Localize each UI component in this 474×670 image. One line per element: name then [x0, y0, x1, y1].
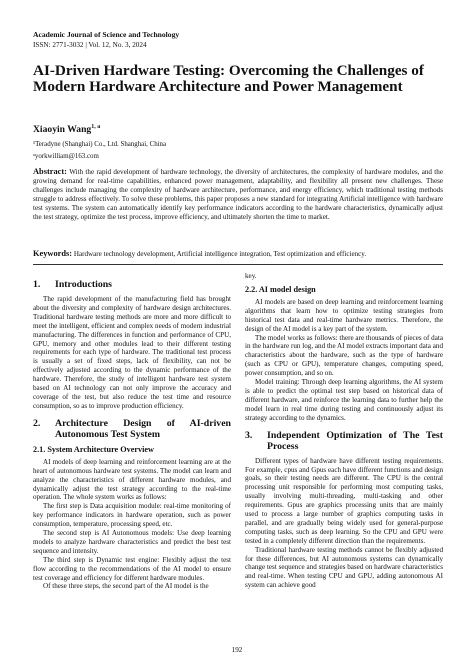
paragraph: Of these three steps, the second part of the AI model is the [43, 582, 209, 591]
abstract [33, 167, 443, 222]
subsection-heading-2-2: 2.2. AI model design [245, 284, 316, 294]
keywords-text: Hardware technology development, Artificial intelligence integration, Test optimization and efficiency. [73, 250, 367, 258]
section-heading-2 [33, 418, 231, 440]
paragraph: The rapid development of the manufacturing field has brought about the diversity and complexity of hardware design architectures. Traditional hardware testing methods are more and more difficult to meet the intelligent, efficient and complex needs of modern industrial manufacturing. The differences in function and performance of CPU, GPU, memory and other modules lead to their different testing requirements for each type of hardware. The traditional test process is usually a set of fixed steps, lack of flexibility, can not be effectively adjusted according to the dynamic performance of the hardware. Therefore, the study of intelligent hardware test system based on AI technology can not only improve the accuracy and coverage of the test, but also reduce the test time and resource consumption, so as to improve production efficiency. [33, 295, 231, 410]
paragraph: The first step is Data acquisition module: real-time monitoring of key performance indicators in hardware operation, such as power consumption, temperature, processing speed, etc. [33, 502, 231, 529]
affiliation: ¹Teradyne (Shanghai) Co., Ltd. Shanghai, China [33, 141, 167, 148]
keywords-label: Keywords: [33, 249, 73, 258]
section-divider [33, 264, 443, 265]
paragraph: The third step is Dynamic test engine: Flexibly adjust the test flow according to the recommendations of the AI model to ensure test coverage and efficiency for different hardware modules. [33, 555, 231, 582]
right-column [245, 272, 443, 590]
section-heading-1 [33, 279, 231, 290]
section-number: 2. [33, 417, 41, 429]
section-title: Introductions [55, 279, 112, 290]
author-name: Xiaoyin Wang [33, 124, 92, 136]
paper-title: AI-Driven Hardware Testing: Overcoming the Challenges of Modern Hardware Architecture and Power Management [33, 62, 424, 95]
section-number: 1. [33, 279, 41, 290]
section-heading-3 [245, 430, 443, 452]
author-line [33, 124, 100, 135]
section-number: 3. [245, 429, 253, 441]
section-title: Independent Optimization of The Test Process [267, 429, 443, 452]
paragraph: Different types of hardware have different testing requirements. For example, cpus and Gpus each have different functions and design goals, so their testing needs are different. The CPU is the central processing unit responsible for performing most computing tasks, usually involving multi-threading, multi-tasking and other requirements. Gpus are graphics processing units that are mainly used to process a large number of graphics computing tasks in parallel, and are gradually being widely used for general-purpose computing tasks, such as deep learning. So the CPU and GPU were tested in a completely different direction than the requirements. [245, 456, 443, 545]
left-column [33, 272, 231, 591]
paragraph: Model training: Through deep learning algorithms, the AI system is able to predict the optimal test step based on historical data of different hardware, and reinforce the learning data to further help the model learn in real time during testing and continuously adjust its strategy according to the dynamics. [245, 378, 443, 422]
abstract-text: With the rapid development of hardware technology, the diversity of architectures, the complexity of hardware modules, and the growing demand for real-time capabilities, enhanced power management, adaptability, and flexibility all present new challenges. These challenges include managing the complexity of hardware architecture, performance, and energy efficiency, which traditional testing methods struggle to address effectively. To solve these problems, this paper proposes a new standard for integrating Artificial intelligence with hardware test systems. The system can automatically identify key performance indicators according to the hardware characteristics, dynamically adjust the test strategy, optimize the test process, improve efficiency, and ultimately shorten the time to market. [33, 168, 443, 221]
paragraph: Traditional hardware testing methods cannot be flexibly adjusted for these differences, but AI autonomous systems can dynamically change test sequence and strategies based on hardware characteristics and real-time. When testing CPU and GPU, adding autonomous AI system can achieve good [245, 545, 443, 590]
keywords [33, 249, 443, 259]
subsection-heading-2-1: 2.1. System Architecture Overview [33, 444, 154, 454]
journal-name: Academic Journal of Science and Technology [33, 30, 180, 39]
paragraph: AI models are based on deep learning and reinforcement learning algorithms that learn how to optimize testing strategies from historical test data and real-time hardware metrics. Therefore, the design of the AI model is a key part of the system. [245, 297, 443, 333]
paragraph: The second step is AI Autonomous models: Use deep learning models to analyze hardware characteristics and predict the best test sequence and intensity. [33, 529, 231, 555]
paragraph: AI models of deep learning and reinforcement learning are at the heart of autonomous hardware test systems. The model can learn and analyze the characteristics of different hardware modules, and dynamically adjust the test strategy according to the real-time operation. The whole system works as follows: [33, 457, 231, 502]
journal-issn: ISSN: 2771-3032 | Vol. 12, No. 3, 2024 [33, 41, 147, 49]
author-email: ᵃyorkwilliam@163.com [33, 153, 99, 160]
abstract-label: Abstract: [33, 167, 67, 176]
paragraph: key. [245, 272, 257, 280]
section-title: Architecture Design of AI-driven Autonomous Test System [55, 417, 231, 440]
author-sup: 1, a [91, 124, 101, 130]
page-number: 192 [231, 646, 243, 654]
paragraph: The model works as follows: there are thousands of pieces of data in the hardware run log, and the AI model extracts important data and characteristics about the hardware, such as the type of hardware (such as CPU or GPU), temperature changes, computing speed, power consumption, and so on. [245, 333, 443, 378]
